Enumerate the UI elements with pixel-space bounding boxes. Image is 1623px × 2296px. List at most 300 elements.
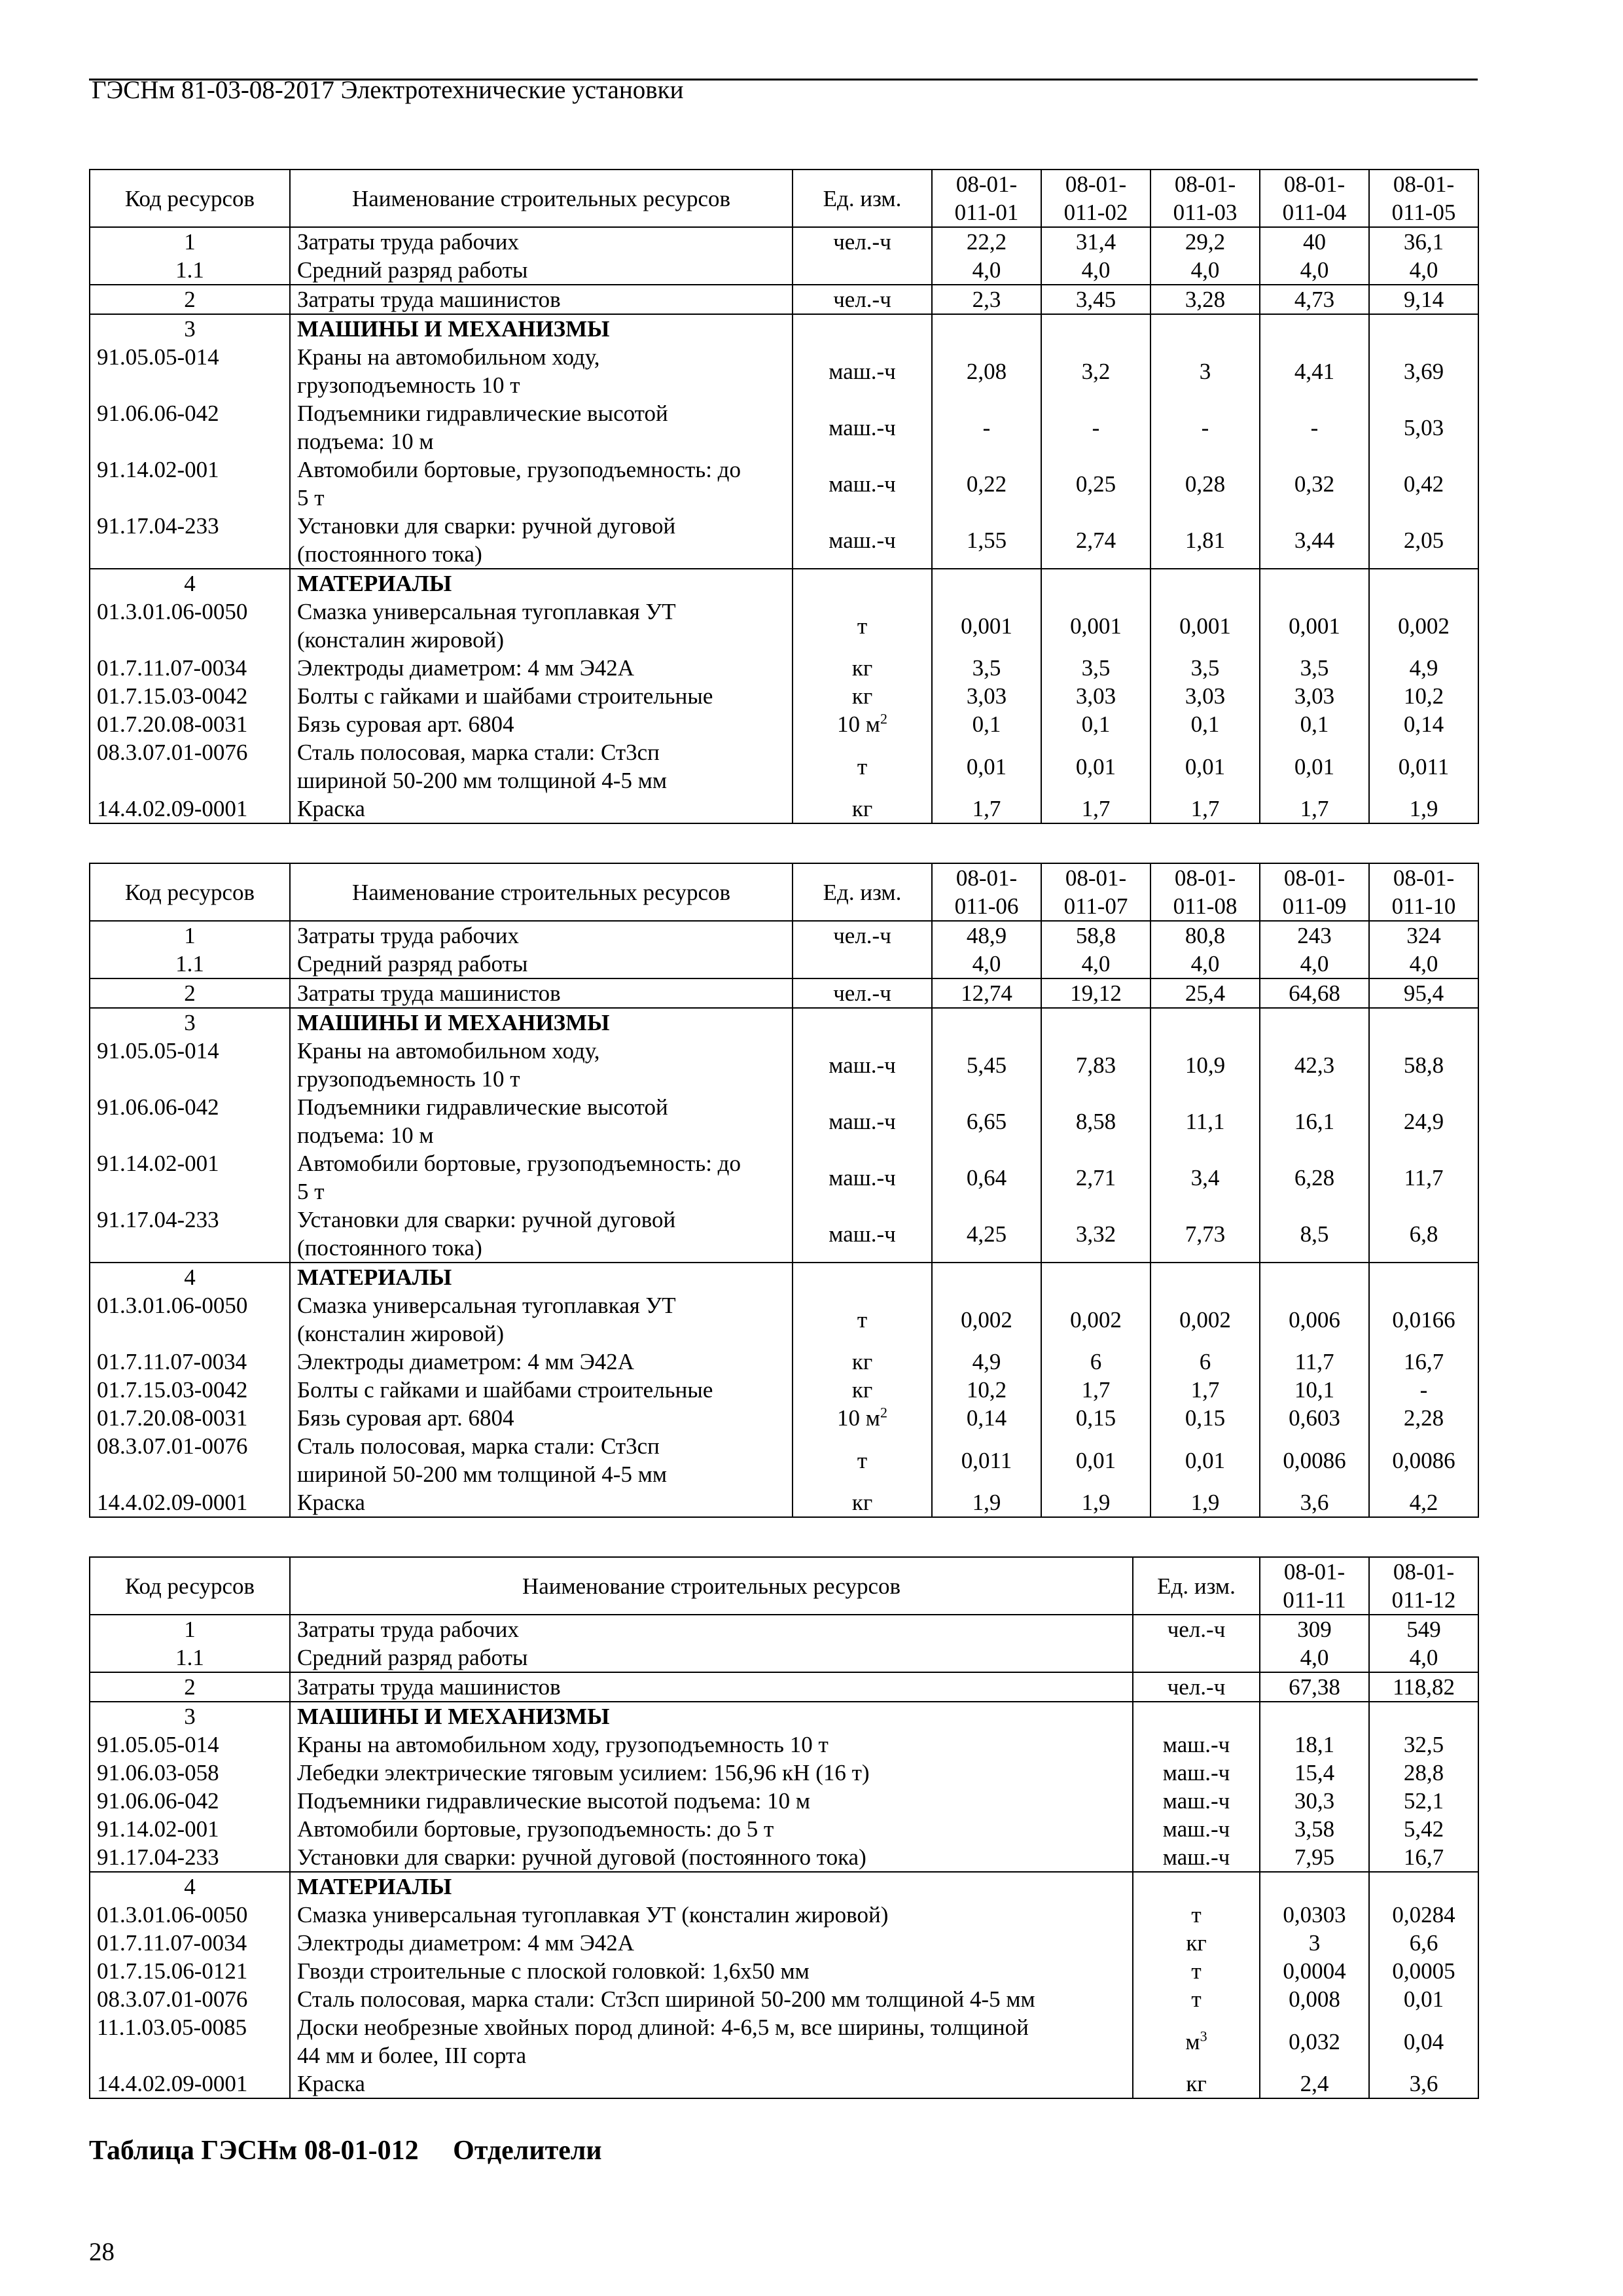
resource-name-line: шириной 50-200 мм толщиной 4-5 мм [297, 768, 668, 793]
header-name: Наименование строительных ресурсов [290, 170, 793, 227]
header-norm-code-line: 08-01- [1065, 865, 1127, 891]
resource-name [290, 921, 793, 950]
value-cell: 22,2 [932, 227, 1041, 256]
header-norm-code-line: 08-01- [1283, 865, 1346, 891]
running-header: ГЭСНм 81-03-08-2017 Электротехнические установки [92, 76, 684, 104]
table-row [90, 710, 1478, 738]
header-norm-code-line: 08-01- [1393, 1559, 1455, 1585]
header-norm-code-line: 08-01- [1283, 171, 1346, 197]
value-cell: 3,45 [1041, 285, 1150, 314]
resource-name-line: Затраты труда машинистов [297, 287, 561, 312]
resource-name-line: Краска [297, 2071, 365, 2096]
unit-of-measure [793, 921, 932, 950]
resource-name-line: (постоянного тока) [297, 1235, 482, 1261]
value-cell [1260, 314, 1369, 343]
resource-name-line: Смазка универсальная тугоплавкая УТ [297, 599, 676, 624]
value-cell [932, 314, 1041, 343]
resource-name-line: Средний разряд работы [297, 1645, 528, 1670]
value-cell: 0,002 [1369, 598, 1478, 654]
value-cell: 0,011 [932, 1432, 1041, 1488]
table-row [90, 1206, 1478, 1263]
unit-of-measure [1133, 1643, 1260, 1672]
resource-name-line: Автомобили бортовые, грузоподъемность: до 5 т [297, 1816, 774, 1842]
value-cell: 1,81 [1150, 512, 1260, 569]
unit-of-measure [793, 654, 932, 682]
value-cell: 28,8 [1369, 1759, 1478, 1787]
unit-of-measure [793, 710, 932, 738]
header-norm-code-line: 011-11 [1283, 1587, 1346, 1613]
value-cell: 8,58 [1041, 1093, 1150, 1149]
table-row [90, 1957, 1478, 1985]
unit-of-measure [1133, 1901, 1260, 1929]
resource-code: 01.7.15.03-0042 [90, 1376, 290, 1404]
value-cell: 7,95 [1260, 1843, 1369, 1872]
resource-table-2 [89, 863, 1479, 1518]
value-cell [932, 1263, 1041, 1291]
value-cell [1369, 314, 1478, 343]
header-norm-code-line: 011-12 [1391, 1587, 1456, 1613]
header-norm-code [1260, 1557, 1369, 1615]
header-norm-code [1150, 170, 1260, 227]
resource-code: 01.7.15.03-0042 [90, 682, 290, 710]
value-cell: 15,4 [1260, 1759, 1369, 1787]
resource-code: 3 [90, 1702, 290, 1731]
resource-name [290, 512, 793, 569]
value-cell: 6,6 [1369, 1929, 1478, 1957]
unit-of-measure [793, 682, 932, 710]
resource-name [290, 1037, 793, 1093]
value-cell: - [1369, 1376, 1478, 1404]
header-norm-code-line: 011-06 [954, 893, 1019, 919]
unit-of-measure [1133, 1985, 1260, 2013]
header-norm-code [932, 170, 1041, 227]
unit-of-measure [793, 1149, 932, 1206]
value-cell: 2,05 [1369, 512, 1478, 569]
unit-text: маш.-ч [829, 1164, 896, 1191]
unit-of-measure [793, 950, 932, 978]
value-cell: 0,01 [1041, 1432, 1150, 1488]
value-cell: 0,603 [1260, 1404, 1369, 1432]
unit-text: кг [1186, 1930, 1207, 1956]
value-cell: 1,7 [1260, 795, 1369, 823]
value-cell: 3,6 [1260, 1488, 1369, 1517]
resource-code: 2 [90, 1672, 290, 1702]
resource-name-line: Электроды диаметром: 4 мм Э42А [297, 1930, 635, 1956]
resource-name [290, 1702, 1133, 1731]
value-cell: 4,0 [1260, 1643, 1369, 1672]
value-cell: 4,73 [1260, 285, 1369, 314]
value-cell [1150, 1008, 1260, 1037]
resource-name-line: Электроды диаметром: 4 мм Э42А [297, 1349, 635, 1374]
value-cell: 3,03 [1041, 682, 1150, 710]
resource-name [290, 1404, 793, 1432]
table-row [90, 2013, 1478, 2070]
header-norm-code-line: 011-02 [1063, 200, 1128, 225]
resource-name [290, 710, 793, 738]
table-row [90, 1348, 1478, 1376]
table-row [90, 795, 1478, 823]
resource-name [290, 950, 793, 978]
header-norm-code-line: 011-10 [1391, 893, 1456, 919]
value-cell: 6 [1150, 1348, 1260, 1376]
value-cell: 4,0 [1260, 950, 1369, 978]
resource-name [290, 1376, 793, 1404]
table-header-row [90, 1557, 1478, 1615]
unit-text: маш.-ч [1162, 1844, 1230, 1870]
header-norm-code [1041, 863, 1150, 921]
resource-name-line: Затраты труда рабочих [297, 1617, 519, 1642]
resource-code: 01.3.01.06-0050 [90, 1291, 290, 1348]
unit-of-measure [793, 1008, 932, 1037]
unit-text: маш.-ч [829, 1108, 896, 1134]
header-norm-code [932, 863, 1041, 921]
unit-of-measure [1133, 1872, 1260, 1901]
table-row [90, 1149, 1478, 1206]
table-row [90, 456, 1478, 512]
value-cell: 3,44 [1260, 512, 1369, 569]
unit-text: т [1191, 1902, 1202, 1928]
resource-name-line: Затраты труда машинистов [297, 980, 561, 1006]
unit-of-measure [793, 1037, 932, 1093]
resource-code: 2 [90, 285, 290, 314]
table-row [90, 256, 1478, 285]
value-cell [1150, 314, 1260, 343]
value-cell: 0,01 [1041, 738, 1150, 795]
resource-name [290, 456, 793, 512]
table-row [90, 1929, 1478, 1957]
value-cell: 3,6 [1369, 2070, 1478, 2098]
value-cell: 4,0 [1041, 950, 1150, 978]
value-cell: 1,7 [1150, 1376, 1260, 1404]
unit-of-measure [1133, 2070, 1260, 2098]
value-cell: 25,4 [1150, 978, 1260, 1008]
value-cell: 1,7 [1041, 1376, 1150, 1404]
value-cell: 0,1 [1150, 710, 1260, 738]
value-cell: 10,2 [1369, 682, 1478, 710]
value-cell: 1,9 [932, 1488, 1041, 1517]
value-cell: 118,82 [1369, 1672, 1478, 1702]
resource-code: 14.4.02.09-0001 [90, 2070, 290, 2098]
value-cell: 0,01 [1369, 1985, 1478, 2013]
resource-name [290, 682, 793, 710]
resource-name [290, 598, 793, 654]
resource-name-line: грузоподъемность 10 т [297, 1066, 520, 1092]
value-cell: 5,42 [1369, 1815, 1478, 1843]
resource-name [290, 1149, 793, 1206]
value-cell: 0,1 [932, 710, 1041, 738]
value-cell: 4,0 [1260, 256, 1369, 285]
resource-name [290, 1815, 1133, 1843]
value-cell: 0,0086 [1260, 1432, 1369, 1488]
value-cell: 1,9 [1369, 795, 1478, 823]
unit-of-measure [1133, 1843, 1260, 1872]
value-cell: 0,0086 [1369, 1432, 1478, 1488]
resource-name-line: Автомобили бортовые, грузоподъемность: до [297, 1151, 741, 1176]
resource-code: 01.3.01.06-0050 [90, 1901, 290, 1929]
value-cell: 10,1 [1260, 1376, 1369, 1404]
resource-code: 91.17.04-233 [90, 1206, 290, 1263]
value-cell: 4,9 [932, 1348, 1041, 1376]
resource-name [290, 1206, 793, 1263]
resource-name [290, 399, 793, 456]
unit-of-measure [793, 285, 932, 314]
resource-name [290, 1008, 793, 1037]
value-cell: 67,38 [1260, 1672, 1369, 1702]
value-cell: 2,08 [932, 343, 1041, 399]
value-cell: 0,28 [1150, 456, 1260, 512]
unit-of-measure [793, 1488, 932, 1517]
unit-of-measure [1133, 1759, 1260, 1787]
value-cell: 0,002 [1150, 1291, 1260, 1348]
value-cell: 48,9 [932, 921, 1041, 950]
value-cell: 1,7 [1041, 795, 1150, 823]
value-cell: 0,0284 [1369, 1901, 1478, 1929]
resource-code: 14.4.02.09-0001 [90, 795, 290, 823]
unit-text: чел.-ч [833, 923, 891, 948]
value-cell: 3,2 [1041, 343, 1150, 399]
unit-text: 10 м [837, 711, 880, 737]
unit-of-measure [793, 598, 932, 654]
table-row [90, 1643, 1478, 1672]
value-cell: 4,0 [1369, 950, 1478, 978]
resource-name-line: Подъемники гидравлические высотой подъема: 10 м [297, 1788, 810, 1814]
table-row [90, 598, 1478, 654]
unit-of-measure [1133, 1731, 1260, 1759]
header-norm-code-line: 011-04 [1282, 200, 1347, 225]
unit-exponent: 3 [1200, 2027, 1207, 2044]
value-cell: 0,15 [1041, 1404, 1150, 1432]
value-cell [1041, 1263, 1150, 1291]
table-row [90, 1291, 1478, 1348]
value-cell: 0,64 [932, 1149, 1041, 1206]
header-norm-code [1369, 863, 1478, 921]
unit-exponent: 2 [880, 1404, 887, 1421]
table-row [90, 1488, 1478, 1517]
value-cell: 95,4 [1369, 978, 1478, 1008]
value-cell: 4,0 [1150, 950, 1260, 978]
resource-name [290, 1759, 1133, 1787]
resource-name-line: Лебедки электрические тяговым усилием: 156,96 кН (16 т) [297, 1760, 870, 1785]
value-cell: 31,4 [1041, 227, 1150, 256]
value-cell: 3,58 [1260, 1815, 1369, 1843]
unit-of-measure [793, 227, 932, 256]
resource-name [290, 1348, 793, 1376]
value-cell: 1,55 [932, 512, 1041, 569]
header-code: Код ресурсов [90, 170, 290, 227]
unit-of-measure [793, 1093, 932, 1149]
unit-text: маш.-ч [1162, 1732, 1230, 1757]
resource-name [290, 1672, 1133, 1702]
value-cell: 549 [1369, 1615, 1478, 1643]
value-cell: 3,03 [932, 682, 1041, 710]
resource-name [290, 314, 793, 343]
header-rule [89, 79, 1478, 81]
resource-name [290, 1093, 793, 1149]
resource-code: 91.06.03-058 [90, 1759, 290, 1787]
table-row [90, 978, 1478, 1008]
value-cell: 4,41 [1260, 343, 1369, 399]
resource-name-line: Затраты труда машинистов [297, 1674, 561, 1700]
header-name: Наименование строительных ресурсов [290, 1557, 1133, 1615]
value-cell [1369, 1008, 1478, 1037]
header-norm-code-line: 011-05 [1391, 200, 1456, 225]
table-row [90, 1404, 1478, 1432]
resource-code: 91.14.02-001 [90, 456, 290, 512]
table-row [90, 1731, 1478, 1759]
value-cell: - [932, 399, 1041, 456]
unit-of-measure [793, 569, 932, 598]
resource-name [290, 1872, 1133, 1901]
value-cell: 0,01 [1260, 738, 1369, 795]
header-code: Код ресурсов [90, 1557, 290, 1615]
value-cell: 10,2 [932, 1376, 1041, 1404]
value-cell: 0,0303 [1260, 1901, 1369, 1929]
table-row [90, 1093, 1478, 1149]
header-norm-code [1150, 863, 1260, 921]
value-cell: 5,03 [1369, 399, 1478, 456]
unit-text: кг [851, 655, 873, 681]
value-cell: 0,0166 [1369, 1291, 1478, 1348]
value-cell: 1,9 [1150, 1488, 1260, 1517]
resource-name [290, 285, 793, 314]
value-cell: 0,01 [932, 738, 1041, 795]
resource-code: 91.17.04-233 [90, 512, 290, 569]
resource-name [290, 1643, 1133, 1672]
header-norm-code-line: 08-01- [1283, 1559, 1346, 1585]
resource-name [290, 1929, 1133, 1957]
value-cell: 3,5 [1260, 654, 1369, 682]
resource-name-line: Гвозди строительные с плоской головкой: 1,6х50 мм [297, 1958, 810, 1984]
resource-name-line: Краска [297, 796, 365, 821]
value-cell: 4,0 [1369, 1643, 1478, 1672]
resource-name [290, 1263, 793, 1291]
value-cell: 2,4 [1260, 2070, 1369, 2098]
value-cell: 2,71 [1041, 1149, 1150, 1206]
value-cell: 16,1 [1260, 1093, 1369, 1149]
resource-name-line: Установки для сварки: ручной дуговой (постоянного тока) [297, 1844, 866, 1870]
unit-exponent: 2 [880, 710, 887, 727]
unit-of-measure [793, 314, 932, 343]
resource-name-line: Средний разряд работы [297, 951, 528, 977]
unit-text: маш.-ч [829, 527, 896, 553]
resource-name [290, 1731, 1133, 1759]
table-row [90, 682, 1478, 710]
resource-name-line: Бязь суровая арт. 6804 [297, 1405, 514, 1431]
resource-name-line: Смазка универсальная тугоплавкая УТ (консталин жировой) [297, 1902, 889, 1928]
unit-of-measure [793, 512, 932, 569]
value-cell: 4,0 [1150, 256, 1260, 285]
unit-of-measure [1133, 1702, 1260, 1731]
value-cell [1260, 1872, 1369, 1901]
unit-text: т [857, 753, 868, 780]
header-norm-code [1260, 863, 1369, 921]
unit-of-measure [793, 1263, 932, 1291]
resource-code: 01.7.15.06-0121 [90, 1957, 290, 1985]
resource-code: 91.06.06-042 [90, 1787, 290, 1815]
resource-name-line: Смазка универсальная тугоплавкая УТ [297, 1293, 676, 1318]
header-norm-code-line: 08-01- [955, 865, 1018, 891]
resource-name [290, 1985, 1133, 2013]
resource-code: 3 [90, 1008, 290, 1037]
value-cell: 24,9 [1369, 1093, 1478, 1149]
value-cell: 0,006 [1260, 1291, 1369, 1348]
resource-code: 01.7.20.08-0031 [90, 710, 290, 738]
resource-name-line: МАШИНЫ И МЕХАНИЗМЫ [297, 316, 610, 342]
value-cell: 7,83 [1041, 1037, 1150, 1093]
resource-name [290, 654, 793, 682]
unit-text: кг [851, 1349, 873, 1374]
table-row [90, 2070, 1478, 2098]
resource-name-line: Болты с гайками и шайбами строительные [297, 683, 713, 709]
unit-text: кг [851, 796, 873, 821]
value-cell: 3,03 [1150, 682, 1260, 710]
value-cell: 2,28 [1369, 1404, 1478, 1432]
unit-of-measure [1133, 1615, 1260, 1643]
value-cell: 3,4 [1150, 1149, 1260, 1206]
value-cell: 6,65 [932, 1093, 1041, 1149]
value-cell: 1,7 [932, 795, 1041, 823]
resource-code: 01.3.01.06-0050 [90, 598, 290, 654]
table-row [90, 654, 1478, 682]
header-unit: Ед. изм. [1133, 1557, 1260, 1615]
value-cell: 0,0005 [1369, 1957, 1478, 1985]
resource-name-line: подъема: 10 м [297, 1122, 434, 1148]
value-cell [1260, 569, 1369, 598]
value-cell: 4,0 [932, 256, 1041, 285]
resource-code: 1 [90, 1615, 290, 1643]
value-cell: 2,3 [932, 285, 1041, 314]
value-cell: 1,7 [1150, 795, 1260, 823]
value-cell: 0,04 [1369, 2013, 1478, 2070]
unit-of-measure [793, 738, 932, 795]
unit-text: маш.-ч [829, 471, 896, 497]
table-row [90, 314, 1478, 343]
unit-text: кг [851, 1377, 873, 1403]
value-cell: 0,32 [1260, 456, 1369, 512]
value-cell: 52,1 [1369, 1787, 1478, 1815]
resource-name-line: 5 т [297, 485, 325, 511]
value-cell: 18,1 [1260, 1731, 1369, 1759]
unit-of-measure [1133, 1787, 1260, 1815]
unit-text: чел.-ч [833, 287, 891, 312]
unit-text: маш.-ч [829, 1221, 896, 1247]
value-cell: 0,0004 [1260, 1957, 1369, 1985]
header-norm-code-line: 08-01- [1393, 171, 1455, 197]
value-cell: 11,1 [1150, 1093, 1260, 1149]
resource-name [290, 569, 793, 598]
unit-text: чел.-ч [1167, 1617, 1226, 1642]
value-cell: 0,032 [1260, 2013, 1369, 2070]
header-norm-code-line: 08-01- [955, 171, 1018, 197]
table-row [90, 1872, 1478, 1901]
unit-text: маш.-ч [829, 414, 896, 440]
value-cell: - [1041, 399, 1150, 456]
value-cell: 4,25 [932, 1206, 1041, 1263]
value-cell [932, 569, 1041, 598]
table-row [90, 343, 1478, 399]
unit-text: т [1191, 1958, 1202, 1984]
value-cell [1369, 569, 1478, 598]
value-cell: 4,2 [1369, 1488, 1478, 1517]
resource-code: 1.1 [90, 256, 290, 285]
header-norm-code-line: 011-03 [1173, 200, 1238, 225]
value-cell [1260, 1008, 1369, 1037]
resource-code: 4 [90, 569, 290, 598]
value-cell [1260, 1702, 1369, 1731]
value-cell: 3 [1150, 343, 1260, 399]
value-cell: 7,73 [1150, 1206, 1260, 1263]
unit-of-measure [1133, 1815, 1260, 1843]
